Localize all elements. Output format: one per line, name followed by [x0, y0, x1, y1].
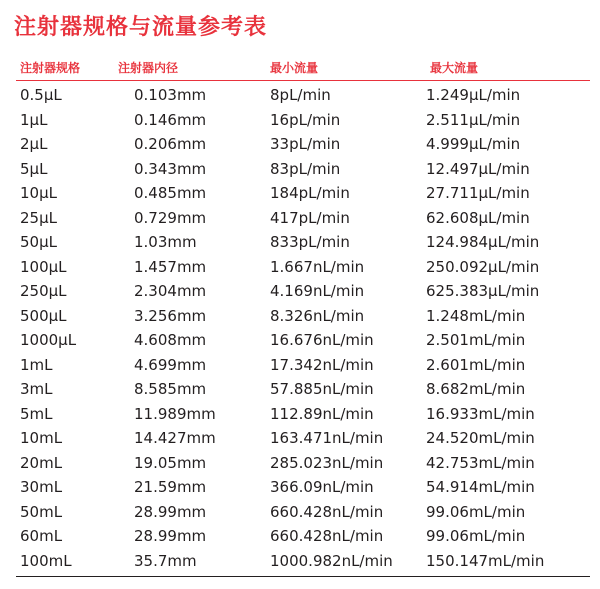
inner-diameter-cell: 8.585mm [134, 380, 207, 398]
max-flow-cell: 24.520mL/min [426, 429, 535, 447]
inner-diameter-cell: 28.99mm [134, 502, 207, 521]
inner-diameter-cell: 0.343mm [134, 159, 207, 178]
min-flow-cell: 4.169nL/min [270, 282, 365, 300]
table-header [16, 56, 590, 78]
syringe-size-cell: 1000μL [20, 331, 77, 349]
inner-diameter-cell: 14.427mm [134, 429, 216, 447]
column-header-syringe-size: 注射器规格 [20, 61, 81, 75]
table-row [16, 524, 590, 549]
min-flow-cell: 833pL/min [270, 233, 350, 251]
min-flow-cell: 8.326nL/min [270, 306, 365, 325]
min-flow-cell: 33pL/min [270, 135, 341, 153]
min-flow-cell: 417pL/min [270, 208, 350, 227]
table-row [16, 402, 590, 427]
table-row [16, 377, 590, 402]
min-flow-cell: 1.667nL/min [270, 257, 365, 276]
inner-diameter-cell: 3.256mm [134, 306, 207, 325]
table-row [16, 353, 590, 378]
max-flow-cell: 2.501mL/min [426, 331, 526, 349]
inner-diameter-cell: 35.7mm [134, 551, 197, 570]
max-flow-cell: 1.248mL/min [426, 306, 526, 325]
table-body [16, 83, 590, 573]
inner-diameter-cell: 0.103mm [134, 86, 207, 104]
max-flow-cell: 250.092μL/min [426, 257, 540, 276]
syringe-size-cell: 30mL [20, 478, 63, 496]
inner-diameter-cell: 0.206mm [134, 135, 207, 153]
max-flow-cell: 2.511μL/min [426, 110, 521, 129]
syringe-size-cell: 10mL [20, 429, 63, 447]
inner-diameter-cell: 11.989mm [134, 404, 216, 423]
table-row [16, 230, 590, 255]
syringe-size-cell: 20mL [20, 453, 63, 472]
table-row [16, 279, 590, 304]
min-flow-cell: 83pL/min [270, 159, 341, 178]
syringe-size-cell: 0.5μL [20, 86, 62, 104]
min-flow-cell: 660.428nL/min [270, 527, 384, 545]
max-flow-cell: 99.06mL/min [426, 527, 526, 545]
inner-diameter-cell: 4.608mm [134, 331, 207, 349]
max-flow-cell: 8.682mL/min [426, 380, 526, 398]
syringe-size-cell: 250μL [20, 282, 67, 300]
max-flow-cell: 4.999μL/min [426, 135, 521, 153]
column-header-max-flow: 最大流量 [430, 61, 479, 75]
table-row [16, 549, 590, 574]
reference-table [16, 56, 590, 577]
syringe-size-cell: 3mL [20, 380, 53, 398]
inner-diameter-cell: 0.485mm [134, 184, 207, 202]
inner-diameter-cell: 4.699mm [134, 355, 207, 374]
max-flow-cell: 1.249μL/min [426, 86, 521, 104]
syringe-size-cell: 5mL [20, 404, 53, 423]
max-flow-cell: 12.497μL/min [426, 159, 530, 178]
table-row [16, 426, 590, 451]
syringe-size-cell: 1μL [20, 110, 48, 129]
inner-diameter-cell: 1.03mm [134, 233, 197, 251]
table-row [16, 157, 590, 182]
inner-diameter-cell: 19.05mm [134, 453, 207, 472]
inner-diameter-cell: 2.304mm [134, 282, 207, 300]
table-row [16, 304, 590, 329]
min-flow-cell: 660.428nL/min [270, 502, 384, 521]
max-flow-cell: 99.06mL/min [426, 502, 526, 521]
inner-diameter-cell: 28.99mm [134, 527, 207, 545]
syringe-size-cell: 500μL [20, 306, 67, 325]
min-flow-cell: 112.89nL/min [270, 404, 374, 423]
syringe-size-cell: 25μL [20, 208, 57, 227]
syringe-size-cell: 50μL [20, 233, 57, 251]
syringe-size-cell: 5μL [20, 159, 48, 178]
max-flow-cell: 2.601mL/min [426, 355, 526, 374]
min-flow-cell: 57.885nL/min [270, 380, 374, 398]
table-row [16, 181, 590, 206]
inner-diameter-cell: 21.59mm [134, 478, 207, 496]
inner-diameter-cell: 1.457mm [134, 257, 207, 276]
table-row [16, 132, 590, 157]
table-row [16, 83, 590, 108]
min-flow-cell: 16pL/min [270, 110, 341, 129]
min-flow-cell: 366.09nL/min [270, 478, 374, 496]
table-row [16, 108, 590, 133]
table-row [16, 255, 590, 280]
syringe-size-cell: 2μL [20, 135, 48, 153]
column-header-min-flow: 最小流量 [270, 61, 319, 75]
max-flow-cell: 150.147mL/min [426, 551, 545, 570]
syringe-size-cell: 10μL [20, 184, 57, 202]
max-flow-cell: 54.914mL/min [426, 478, 535, 496]
page-title: 注射器规格与流量参考表 [14, 15, 268, 40]
inner-diameter-cell: 0.146mm [134, 110, 207, 129]
syringe-size-cell: 60mL [20, 527, 63, 545]
header-divider [16, 80, 590, 81]
syringe-size-cell: 50mL [20, 502, 63, 521]
min-flow-cell: 16.676nL/min [270, 331, 374, 349]
table-row [16, 451, 590, 476]
min-flow-cell: 163.471nL/min [270, 429, 384, 447]
max-flow-cell: 16.933mL/min [426, 404, 535, 423]
max-flow-cell: 124.984μL/min [426, 233, 540, 251]
inner-diameter-cell: 0.729mm [134, 208, 207, 227]
column-header-inner-diameter: 注射器内径 [118, 61, 179, 75]
max-flow-cell: 42.753mL/min [426, 453, 535, 472]
table-row [16, 475, 590, 500]
bottom-divider [16, 576, 590, 577]
table-row [16, 328, 590, 353]
syringe-size-cell: 1mL [20, 355, 53, 374]
max-flow-cell: 62.608μL/min [426, 208, 530, 227]
min-flow-cell: 184pL/min [270, 184, 350, 202]
min-flow-cell: 1000.982nL/min [270, 551, 393, 570]
min-flow-cell: 285.023nL/min [270, 453, 384, 472]
table-row [16, 500, 590, 525]
max-flow-cell: 625.383μL/min [426, 282, 540, 300]
min-flow-cell: 17.342nL/min [270, 355, 374, 374]
min-flow-cell: 8pL/min [270, 86, 331, 104]
syringe-size-cell: 100mL [20, 551, 72, 570]
table-row [16, 206, 590, 231]
syringe-size-cell: 100μL [20, 257, 67, 276]
max-flow-cell: 27.711μL/min [426, 184, 530, 202]
